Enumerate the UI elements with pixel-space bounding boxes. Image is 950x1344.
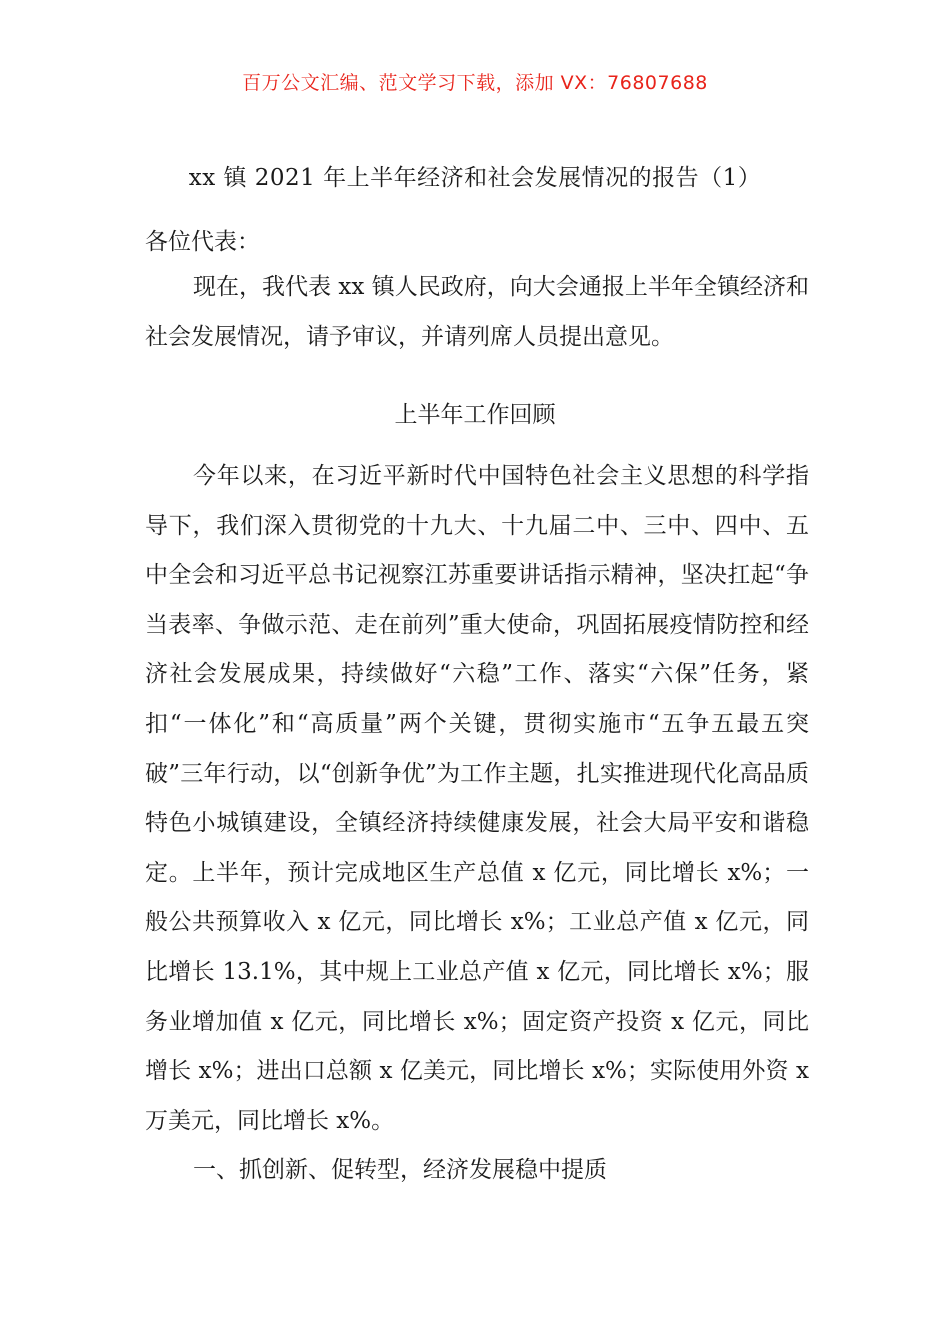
- greeting: 各位代表：: [145, 229, 260, 255]
- section-heading: 上半年工作回顾: [394, 402, 556, 428]
- document-title: xx 镇 2021 年上半年经济和社会发展情况的报告（1）: [188, 165, 762, 191]
- intro-paragraph: 现在，我代表 xx 镇人民政府，向大会通报上半年全镇经济和社会发展情况，请予审议，并请列席人员提出意见。: [145, 274, 809, 350]
- promo-banner: 百万公文汇编、范文学习下载，添加 VX：76807688: [242, 72, 708, 94]
- first-point-heading: 一、抓创新、促转型，经济发展稳中提质: [193, 1157, 607, 1183]
- review-paragraph: 今年以来，在习近平新时代中国特色社会主义思想的科学指导下，我们深入贯彻党的十九大、十九届二中、三中、四中、五中全会和习近平总书记视察江苏重要讲话指示精神，坚决扛起“争当表率、争做示范、走在前列”重大使命，巩固拓展疫情防控和经济社会发展成果，持续做好“六稳”工作、落实“六保”任务，紧扣“一体化”和“高质量”两个关键，贯彻实施市“五争五最五突破”三年行动，以“创新争优”为工作主题，扎实推进现代化高品质特色小城镇建设，全镇经济持续健康发展，社会大局平安和谐稳定。上半年，预计完成地区生产总值 x 亿元，同比增长 x%；一般公共预算收入 x 亿元，同比增长 x%；工业总产值 x 亿元，同比增长 13.1%，其中规上工业总产值 x 亿元，同比增长 x%；服务业增加值 x 亿元，同比增长 x%；固定资产投资 x 亿元，同比增长 x%；进出口总额 x 亿美元，同比增长 x%；实际使用外资 x 万美元，同比增长 x%。: [145, 463, 809, 1134]
